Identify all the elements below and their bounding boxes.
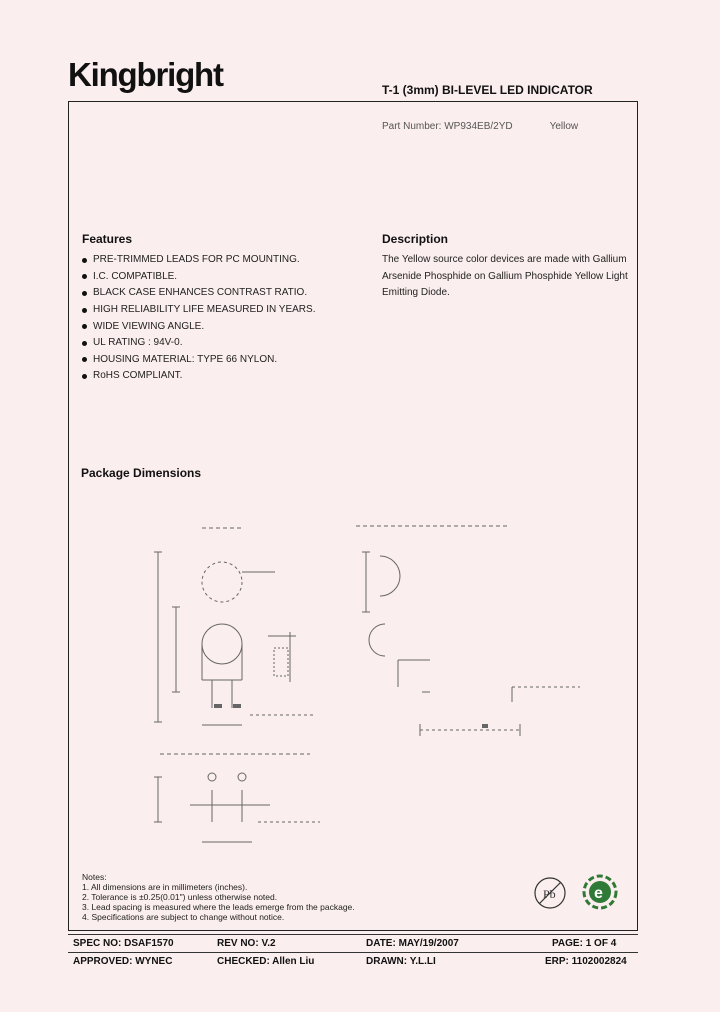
issue-date: DATE: MAY/19/2007 xyxy=(366,938,459,949)
document-title: T-1 (3mm) BI-LEVEL LED INDICATOR xyxy=(382,83,593,97)
package-dimensions-heading: Package Dimensions xyxy=(81,466,202,480)
note-item: 2. Tolerance is ±0.25(0.01") unless otherwise noted. xyxy=(82,892,278,902)
bullet-icon xyxy=(82,258,87,263)
notes-block xyxy=(82,872,355,922)
bullet-icon xyxy=(82,374,87,379)
notes-heading: Notes: xyxy=(82,872,107,882)
bullet-icon xyxy=(82,357,87,362)
features-list xyxy=(82,252,315,385)
part-color: Yellow xyxy=(549,121,579,132)
note-item: 4. Specifications are subject to change without notice. xyxy=(82,912,285,922)
features-heading: Features xyxy=(82,232,133,246)
list-item: PRE-TRIMMED LEADS FOR PC MOUNTING. xyxy=(82,252,315,269)
checked-by: CHECKED: Allen Liu xyxy=(217,956,315,967)
pb-free-seal-icon xyxy=(533,876,567,910)
page-indicator: PAGE: 1 OF 4 xyxy=(552,938,617,949)
list-item: I.C. COMPATIBLE. xyxy=(82,269,315,286)
list-item: WIDE VIEWING ANGLE. xyxy=(82,318,315,335)
revision-number: REV NO: V.2 xyxy=(217,938,276,949)
e-label: e xyxy=(594,885,603,902)
rohs-seal-icon xyxy=(582,874,618,910)
bullet-icon xyxy=(82,291,87,296)
brand-logo: Kingbright xyxy=(68,56,223,93)
bullet-icon xyxy=(82,308,87,313)
bullet-icon xyxy=(82,324,87,329)
erp-number: ERP: 1102002824 xyxy=(545,956,627,967)
list-item: UL RATING : 94V-0. xyxy=(82,335,315,352)
list-item: BLACK CASE ENHANCES CONTRAST RATIO. xyxy=(82,285,315,302)
drawn-by: DRAWN: Y.L.LI xyxy=(366,956,436,967)
description-heading: Description xyxy=(382,232,449,246)
footer-divider xyxy=(68,952,638,953)
description-text: The Yellow source color devices are made with Gallium Arsenide Phosphide on Gallium Phosphide Yellow Light Emitting Diode. xyxy=(382,254,628,298)
package-dimension-drawing xyxy=(140,512,600,857)
list-item: HIGH RELIABILITY LIFE MEASURED IN YEARS. xyxy=(82,302,315,319)
bullet-icon xyxy=(82,274,87,279)
part-number: Part Number: WP934EB/2YD xyxy=(382,121,513,132)
note-item: 1. All dimensions are in millimeters (inches). xyxy=(82,882,248,892)
list-item: RoHS COMPLIANT. xyxy=(82,368,315,385)
spec-number: SPEC NO: DSAF1570 xyxy=(73,938,174,949)
pb-label: Pb xyxy=(543,887,556,901)
part-number-line xyxy=(382,121,578,132)
note-item: 3. Lead spacing is measured where the leads emerge from the package. xyxy=(82,902,355,912)
list-item: HOUSING MATERIAL: TYPE 66 NYLON. xyxy=(82,352,315,369)
approved-by: APPROVED: WYNEC xyxy=(73,956,173,967)
bullet-icon xyxy=(82,341,87,346)
footer-divider xyxy=(68,934,638,935)
